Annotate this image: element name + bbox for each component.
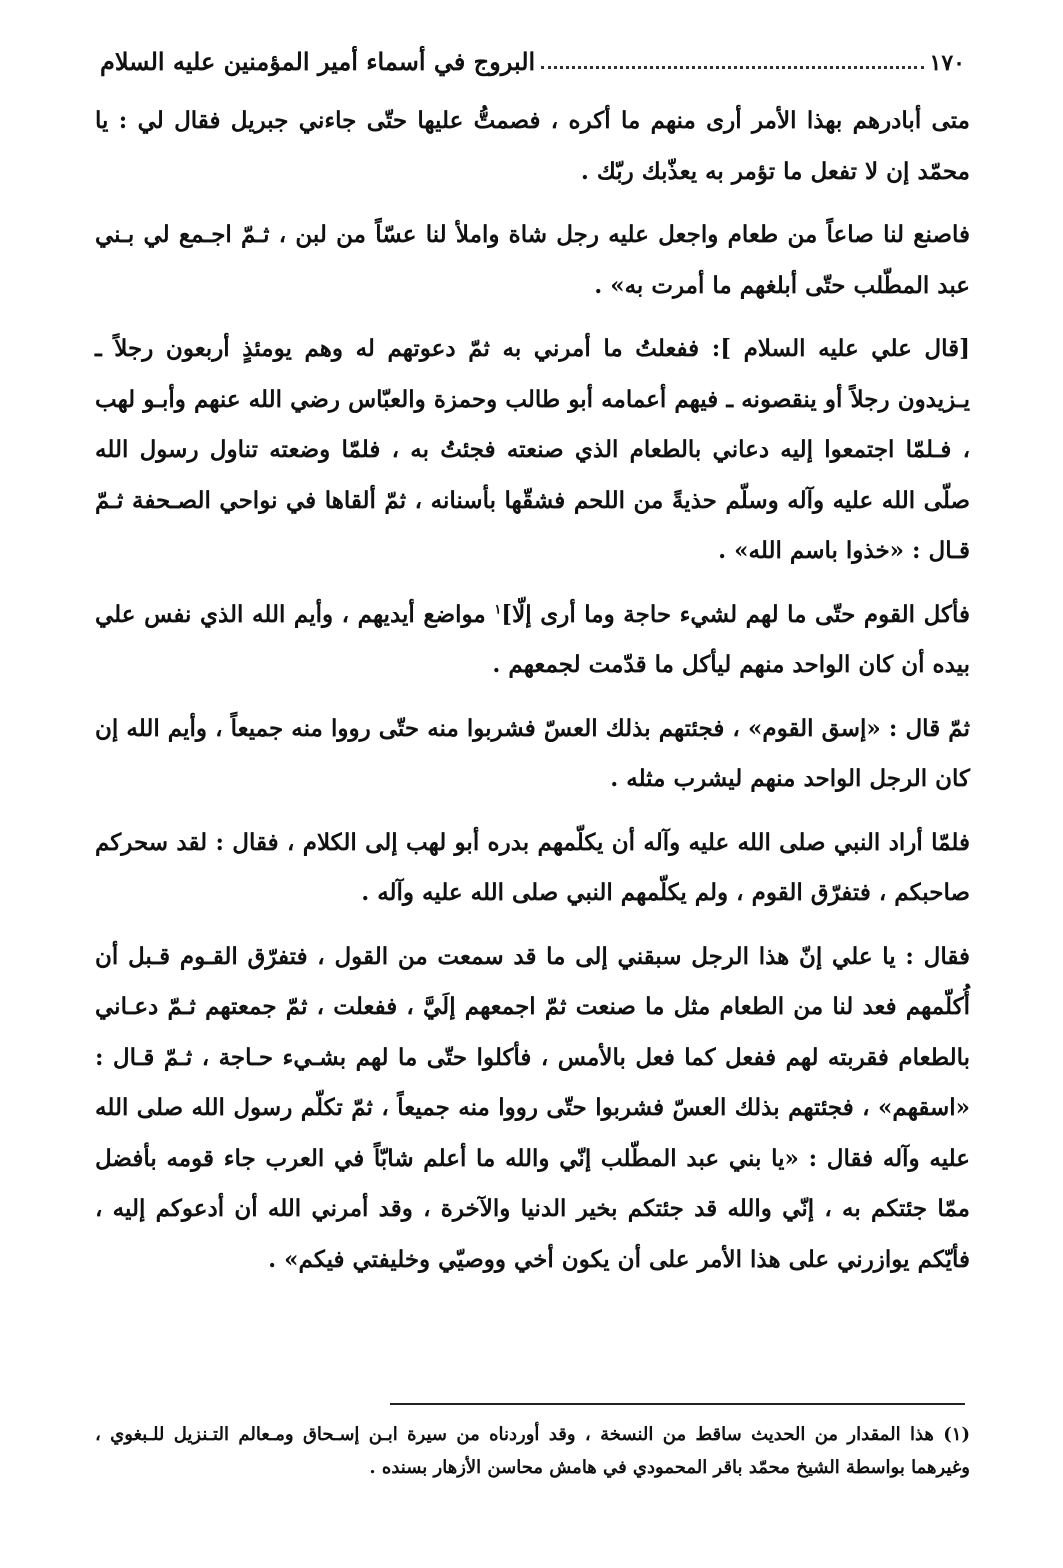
paragraph: ثمّ قال : «إسق القوم» ، فجئتهم بذلك العسّ فشربوا منه حتّى رووا منه جميعاً ، وأيم الله إن كان الرجل الواحد منهم ليشرب مثله . — [95, 714, 970, 792]
paragraph-part: مواضع أيديهم ، وأيم الله الذي نفس علي بيده أن كان الواحد منهم ليأكل ما قدّمت لجمعهم . — [95, 600, 970, 678]
footnote-text: (١) هذا المقدار من الحديث ساقط من النسخة ، وقد أوردناه من سيرة ابـن إسـحاق ومـعالم التـنزيل للـبغوي ، وغيرهما بواسطة الشيخ محمّد باقر المحمودي في هامش محاسن الأزهار بسنده . — [95, 1424, 970, 1478]
paragraph-with-footnote — [95, 590, 970, 691]
paragraph: [قال علي عليه السلام ]: ففعلتُ ما أمرني به ثمّ دعوتهم له وهم يومئذٍ أربعون رجلاً ـ يـزيدون رجلاً أو ينقصونه ـ فيهم أعمامه أبو طالب وحمزة والعبّاس رضي الله عنهم وأبـو لهب ، فـلمّا اجتمعوا إليه دعاني بالطعام الذي صنعته فجئتُ به ، فلمّا وضعته تناول رسول الله صلّى الله عليه وآله وسلّم حذيةً من اللحم فشقّها بأسنانه ، ثمّ ألقاها في نواحي الصـحفة ثـمّ قـال : «خذوا باسم الله» . — [95, 335, 970, 564]
page-number: ١٧٠ — [929, 50, 965, 76]
paragraph-part: فأكل القوم حتّى ما لهم لشيء حاجة وما أرى إلّا] — [501, 600, 971, 628]
main-text — [95, 96, 970, 1285]
footnote — [95, 1418, 970, 1484]
paragraph: فلمّا أراد النبي صلى الله عليه وآله أن يكلّمهم بدره أبو لهب إلى الكلام ، فقال : لقد سحركم صاحبكم ، فتفرّق القوم ، ولم يكلّمهم النبي صلى الله عليه وآله . — [95, 828, 970, 906]
header-dot-leader — [541, 66, 923, 69]
footnote-reference: ١ — [494, 601, 502, 617]
paragraph: فاصنع لنا صاعاً من طعام واجعل عليه رجل شاة واملأ لنا عسّاً من لبن ، ثـمّ اجـمع لي بـني عبد المطّلب حتّى أبلغهم ما أمرت به» . — [95, 221, 970, 299]
running-title: البروج في أسماء أمير المؤمنين عليه السلام — [100, 47, 536, 76]
page-header — [100, 30, 965, 76]
footnote-divider — [390, 1403, 965, 1405]
paragraph: متى أبادرهم بهذا الأمر أرى منهم ما أكره ، فصمتُّ عليها حتّى جاءني جبريل فقال لي : يا محمّد إن لا تفعل ما تؤمر به يعذّبك ربّك . — [95, 107, 970, 185]
paragraph: فقال : يا علي إنّ هذا الرجل سبقني إلى ما قد سمعت من القول ، فتفرّق القـوم قـبل أن أُكلّمهم فعد لنا من الطعام مثل ما صنعت ثمّ اجمعهم إلَيَّ ، ففعلت ، ثمّ جمعتهم ثـمّ دعـاني بالطعام فقربته لهم ففعل كما فعل بالأمس ، فأكلوا حتّى ما لهم بشـيء حـاجة ، ثـمّ قـال : «اسقهم» ، فجئتهم بذلك العسّ فشربوا حتّى رووا منه جميعاً ، ثمّ تكلّم رسول الله صلى الله عليه وآله فقال : «يا بني عبد المطّلب إنّي والله ما أعلم شابّاً في العرب جاء قومه بأفضل ممّا جئتكم به ، إنّي والله قد جئتكم بخير الدنيا والآخرة ، وقد أمرني الله أن أدعوكم إليه ، فأيّكم يوازرني على هذا الأمر على أن يكون أخي ووصيّي وخليفتي فيكم» . — [95, 942, 970, 1273]
